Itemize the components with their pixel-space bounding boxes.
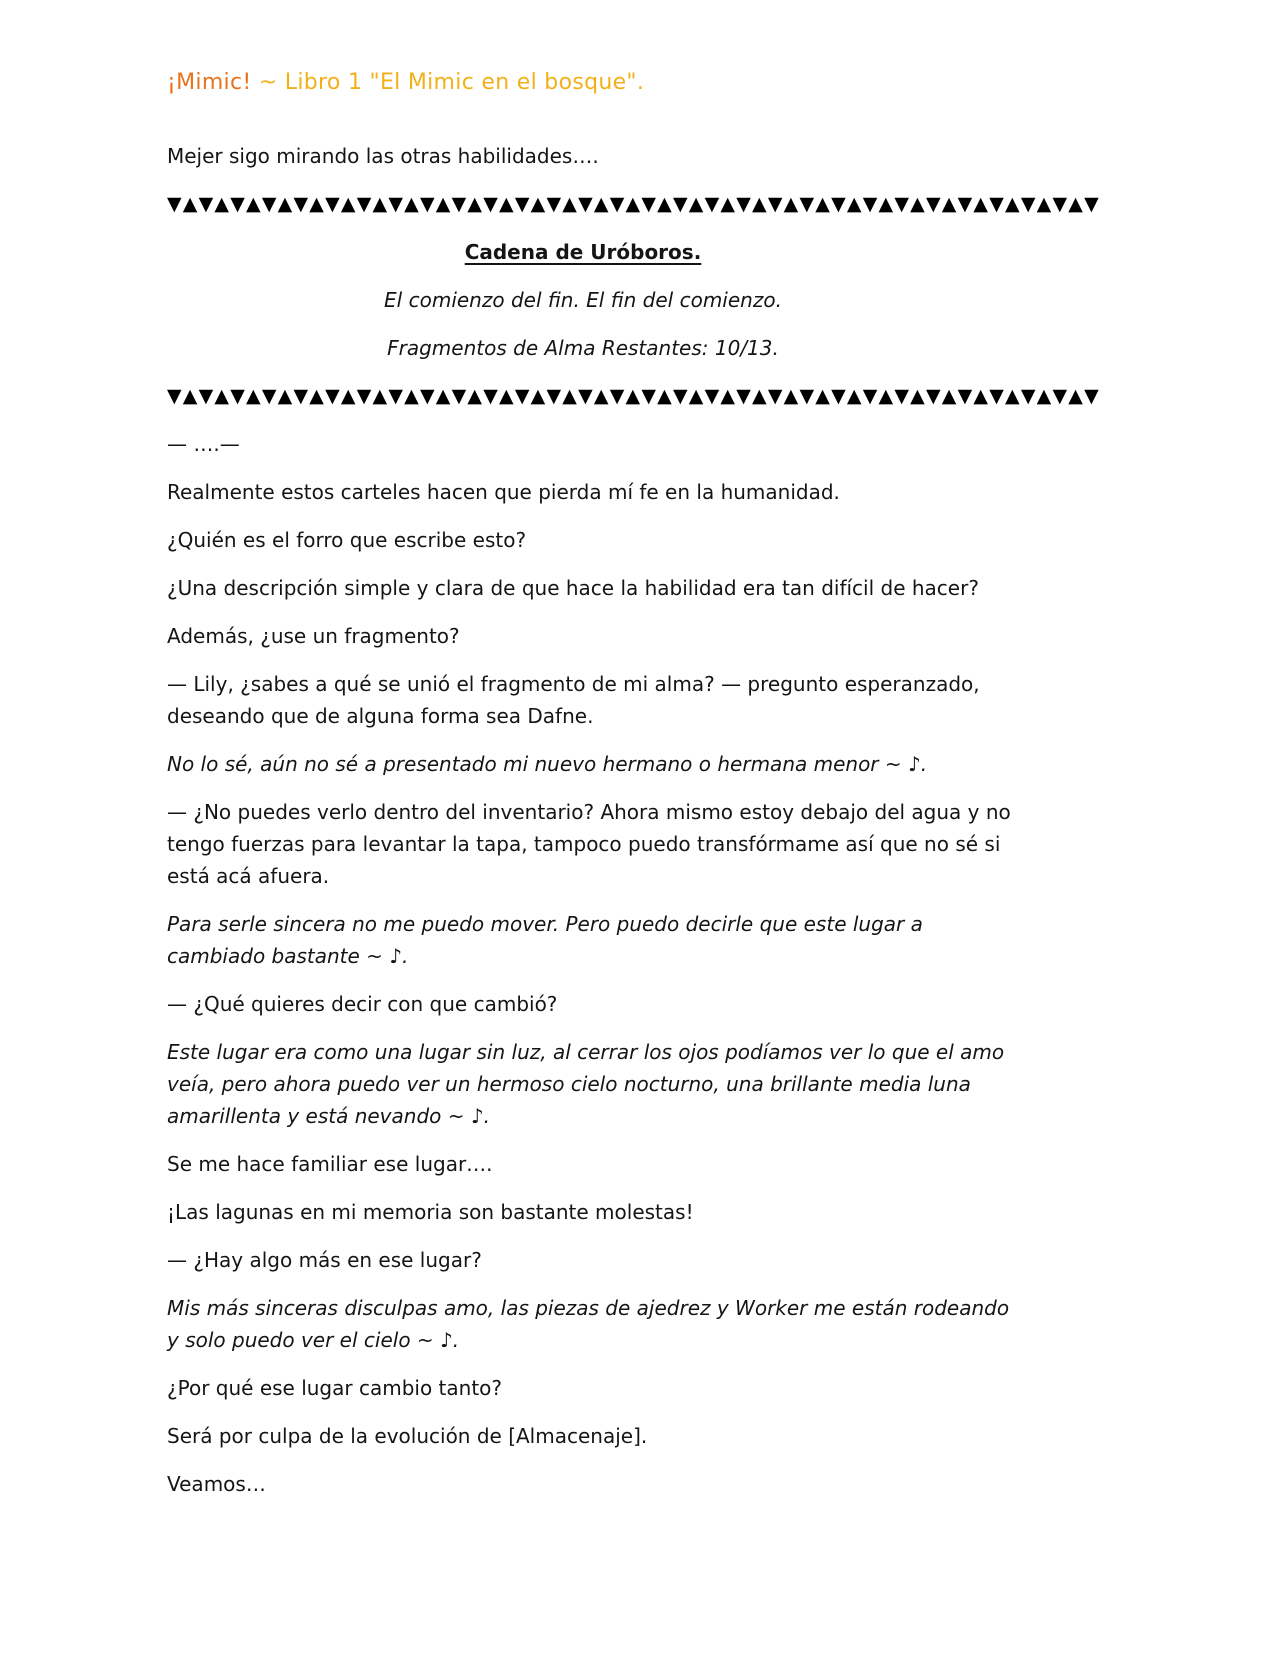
paragraph: — ¿No puedes verlo dentro del inventario? Ahora mismo estoy debajo del agua y no tengo fuerzas para levantar la tapa, tampoco puedo transfórmame así que no sé si está acá afuera. [167, 800, 1011, 888]
skill-fragments: Fragmentos de Alma Restantes: 10/13. [387, 336, 779, 360]
divider-triangles: ▼▲▼▲▼▲▼▲▼▲▼▲▼▲▼▲▼▲▼▲▼▲▼▲▼▲▼▲▼▲▼▲▼▲▼▲▼▲▼▲▼▲▼▲▼▲▼▲▼▲▼▲▼▲▼▲▼▲▼ [167, 193, 1100, 215]
paragraph: ¿Quién es el forro que escribe esto? [167, 528, 527, 552]
running-header [167, 70, 644, 95]
paragraph-italic: Mis más sinceras disculpas amo, las piezas de ajedrez y Worker me están rodeando y solo puedo ver el cielo ~ ♪. [167, 1296, 1010, 1352]
paragraph: Realmente estos carteles hacen que pierda mí fe en la humanidad. [167, 480, 840, 504]
paragraph: Será por culpa de la evolución de [Almacenaje]. [167, 1424, 648, 1448]
skill-description: El comienzo del fin. El fin del comienzo. [384, 288, 782, 312]
document-body [167, 140, 1100, 1516]
header-brand: ¡Mimic! [167, 70, 252, 95]
paragraph: — ¿Hay algo más en ese lugar? [167, 1248, 482, 1272]
paragraph: Veamos… [167, 1472, 266, 1496]
paragraph-italic: No lo sé, aún no sé a presentado mi nuevo hermano o hermana menor ~ ♪. [167, 752, 928, 776]
header-book-title: ~ Libro 1 "El Mimic en el bosque". [251, 70, 645, 95]
paragraph: ¿Una descripción simple y clara de que hace la habilidad era tan difícil de hacer? [167, 576, 979, 600]
paragraph: Además, ¿use un fragmento? [167, 624, 460, 648]
divider-triangles: ▼▲▼▲▼▲▼▲▼▲▼▲▼▲▼▲▼▲▼▲▼▲▼▲▼▲▼▲▼▲▼▲▼▲▼▲▼▲▼▲▼▲▼▲▼▲▼▲▼▲▼▲▼▲▼▲▼▲▼ [167, 385, 1100, 407]
paragraph: — ….— [167, 432, 240, 456]
skill-title: Cadena de Uróboros. [464, 240, 702, 264]
paragraph: Se me hace familiar ese lugar…. [167, 1152, 493, 1176]
paragraph-italic: Para serle sincera no me puedo mover. Pero puedo decirle que este lugar a cambiado bastante ~ ♪. [167, 912, 923, 968]
paragraph: — ¿Qué quieres decir con que cambió? [167, 992, 558, 1016]
paragraph: ¡Las lagunas en mi memoria son bastante molestas! [167, 1200, 694, 1224]
paragraph-italic: Este lugar era como una lugar sin luz, al cerrar los ojos podíamos ver lo que el amo veía, pero ahora puedo ver un hermoso cielo nocturno, una brillante media luna amarillenta y está nevando ~ ♪. [167, 1040, 1005, 1128]
paragraph: Mejer sigo mirando las otras habilidades…. [167, 144, 599, 168]
paragraph: ¿Por qué ese lugar cambio tanto? [167, 1376, 503, 1400]
paragraph: — Lily, ¿sabes a qué se unió el fragmento de mi alma? — pregunto esperanzado, deseando que de alguna forma sea Dafne. [167, 672, 980, 728]
